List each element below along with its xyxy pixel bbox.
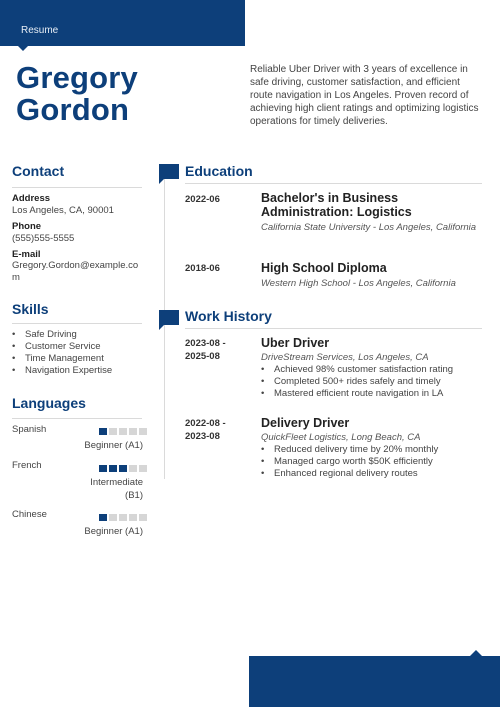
address-label: Address <box>12 193 51 204</box>
job-bullet: • Reduced delivery time by 20% monthly <box>261 444 438 456</box>
contact-heading: Contact <box>12 163 65 179</box>
language-level: Beginner (A1) <box>84 526 143 537</box>
job-bullet: • Achieved 98% customer satisfaction rating <box>261 364 453 376</box>
job-bullets <box>261 444 438 480</box>
level-dot-filled <box>99 465 107 472</box>
work-heading: Work History <box>185 308 272 324</box>
skill-item: • Customer Service <box>12 341 112 353</box>
work-date-start: 2022-08 - <box>185 418 226 429</box>
footer-notch <box>470 650 482 656</box>
job-title: Uber Driver <box>261 336 330 350</box>
level-dot-filled <box>99 514 107 521</box>
work-date-range <box>185 337 226 363</box>
candidate-name <box>16 62 138 126</box>
language-level-meter <box>99 514 147 521</box>
resume-label: Resume <box>21 25 59 36</box>
phone-label: Phone <box>12 221 42 232</box>
languages-divider <box>12 418 142 419</box>
education-date: 2018-06 <box>185 263 220 274</box>
level-dot-empty <box>109 428 117 435</box>
work-date-end: 2023-08 <box>185 431 220 442</box>
degree-title: Bachelor's in Business Administration: Logistics <box>261 191 412 219</box>
company-name: DriveStream Services, Los Angeles, CA <box>261 352 429 363</box>
job-bullets <box>261 364 453 400</box>
work-date-end: 2025-08 <box>185 351 220 362</box>
work-flag-icon <box>159 310 179 325</box>
degree-title: High School Diploma <box>261 261 387 275</box>
language-level-meter <box>99 428 147 435</box>
education-date: 2022-06 <box>185 194 220 205</box>
language-level-meter <box>99 465 147 472</box>
skill-item: • Safe Driving <box>12 329 112 341</box>
level-dot-empty <box>139 428 147 435</box>
language-name: Chinese <box>12 509 47 520</box>
contact-divider <box>12 187 142 188</box>
work-date-start: 2023-08 - <box>185 338 226 349</box>
level-dot-empty <box>129 465 137 472</box>
address-value: Los Angeles, CA, 90001 <box>12 205 114 216</box>
education-flag-icon <box>159 164 179 179</box>
job-bullet: • Managed cargo worth $50K efficiently <box>261 456 438 468</box>
timeline-line <box>164 176 165 479</box>
language-level: Intermediate (B1) <box>90 477 143 501</box>
level-dot-empty <box>139 514 147 521</box>
education-heading: Education <box>185 163 253 179</box>
level-dot-empty <box>129 428 137 435</box>
language-name: French <box>12 460 42 471</box>
language-name: Spanish <box>12 424 47 435</box>
school-name: Western High School - Los Angeles, California <box>261 278 456 289</box>
job-bullet: • Completed 500+ rides safely and timely <box>261 376 453 388</box>
skill-item: • Navigation Expertise <box>12 365 112 377</box>
skill-item: • Time Management <box>12 353 112 365</box>
header-banner <box>0 0 245 46</box>
email-label: E-mail <box>12 249 41 260</box>
education-divider <box>185 183 482 184</box>
language-level: Beginner (A1) <box>84 440 143 451</box>
email-value: Gregory.Gordon@example.com <box>12 260 139 283</box>
job-title: Delivery Driver <box>261 416 350 430</box>
banner-notch <box>17 45 29 51</box>
skills-heading: Skills <box>12 301 49 317</box>
footer-banner <box>249 656 500 707</box>
skills-divider <box>12 323 142 324</box>
phone-value: (555)555-5555 <box>12 233 75 244</box>
first-name: Gregory <box>16 60 138 95</box>
level-dot-empty <box>109 514 117 521</box>
level-dot-filled <box>119 465 127 472</box>
work-date-range <box>185 417 226 443</box>
level-dot-empty <box>129 514 137 521</box>
company-name: QuickFleet Logistics, Long Beach, CA <box>261 432 421 443</box>
languages-heading: Languages <box>12 395 86 411</box>
summary-text: Reliable Uber Driver with 3 years of excellence in safe driving, customer satisfaction, and efficient route navigation in Los Angeles. Proven record of achieving high client ratings and optimizing logistics operations for timely deliveries. <box>250 64 479 127</box>
job-bullet: • Enhanced regional delivery routes <box>261 468 438 480</box>
level-dot-empty <box>119 514 127 521</box>
level-dot-filled <box>109 465 117 472</box>
level-dot-empty <box>119 428 127 435</box>
job-bullet: • Mastered efficient route navigation in LA <box>261 388 453 400</box>
level-dot-empty <box>139 465 147 472</box>
school-name: California State University - Los Angeles, California <box>261 222 477 233</box>
work-divider <box>185 328 482 329</box>
level-dot-filled <box>99 428 107 435</box>
skills-list <box>12 329 112 377</box>
last-name: Gordon <box>16 92 130 127</box>
